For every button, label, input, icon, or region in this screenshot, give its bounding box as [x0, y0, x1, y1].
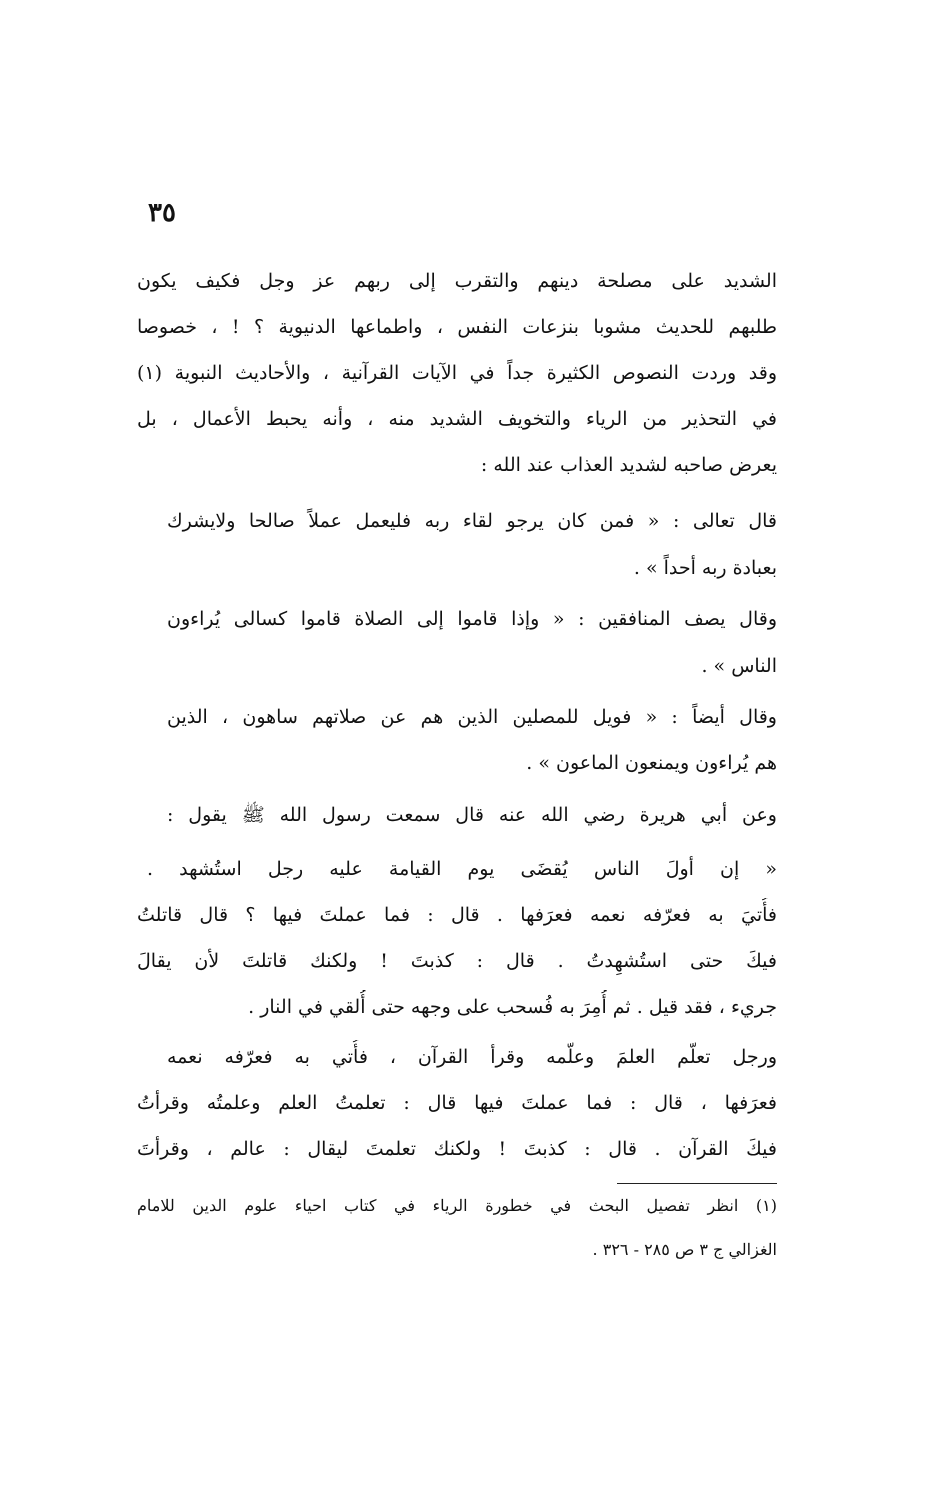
body-line: جريء ، فقد قيل . ثم أُمِرَ به فُسحب على وجهه حتى أُلقي في النار .	[248, 996, 777, 1018]
page-number: ٣٥	[148, 198, 176, 228]
body-line: فأُتيَ به فعرّفه نعمه فعرَفها . قال : فما عملتَ فيها ؟ قال قاتلتُ	[137, 904, 777, 926]
body-line: وقد وردت النصوص الكثيرة جداً في الآيات القرآنية ، والأحاديث النبوية (١)	[137, 362, 777, 384]
body-line: فعرَفها ، قال : فما عملتَ فيها قال : تعلمتُ العلم وعلمتُه وقرأتُ	[137, 1092, 777, 1114]
body-line: فيكَ حتى استُشهِدتُ . قال : كذبتَ ! ولكنك قاتلتَ لأن يقالَ	[137, 950, 777, 972]
body-line: بعبادة ربه أحداً » .	[633, 557, 777, 579]
footnote-rule	[617, 1183, 777, 1184]
footnote-line: (١) انظر تفصيل البحث في خطورة الرياء في كتاب احياء علوم الدين للامام	[137, 1196, 777, 1215]
body-line: ورجل تعلّم العلمَ وعلّمه وقرأ القرآن ، فأُتي به فعرّفه نعمه	[167, 1046, 777, 1068]
body-line: قال تعالى : « فمن كان يرجو لقاء ربه فليعمل عملاً صالحا ولايشرك	[167, 510, 777, 532]
body-line: وقال يصف المنافقين : « وإذا قاموا إلى الصلاة قاموا كسالى يُراءون	[167, 608, 777, 630]
body-line: في التحذير من الرياء والتخويف الشديد منه ، وأنه يحبط الأعمال ، بل	[137, 408, 777, 430]
body-line: طلبهم للحديث مشوبا بنزعات النفس ، واطماعها الدنيوية ؟ ! ، خصوصا	[137, 316, 777, 338]
body-line: هم يُراءون ويمنعون الماعون » .	[526, 752, 777, 774]
footnote-line: الغزالي ج ٣ ص ٢٨٥ - ٣٢٦ .	[592, 1240, 777, 1259]
body-line: الشديد على مصلحة دينهم والتقرب إلى ربهم عز وجل فكيف يكون	[137, 270, 777, 292]
body-line: « إن أولَ الناس يُقضَى يوم القيامة عليه رجل استُشهد .	[147, 858, 777, 880]
body-line: وقال أيضاً : « فويل للمصلين الذين هم عن صلاتهم ساهون ، الذين	[167, 706, 777, 728]
body-line: يعرض صاحبه لشديد العذاب عند الله :	[480, 454, 777, 476]
body-line: وعن أبي هريرة رضي الله عنه قال سمعت رسول الله ﷺ يقول :	[167, 804, 777, 826]
body-line: فيكَ القرآن . قال : كذبتَ ! ولكنك تعلمتَ ليقال : عالم ، وقرأتَ	[137, 1138, 777, 1160]
body-line: الناس » .	[701, 655, 777, 677]
